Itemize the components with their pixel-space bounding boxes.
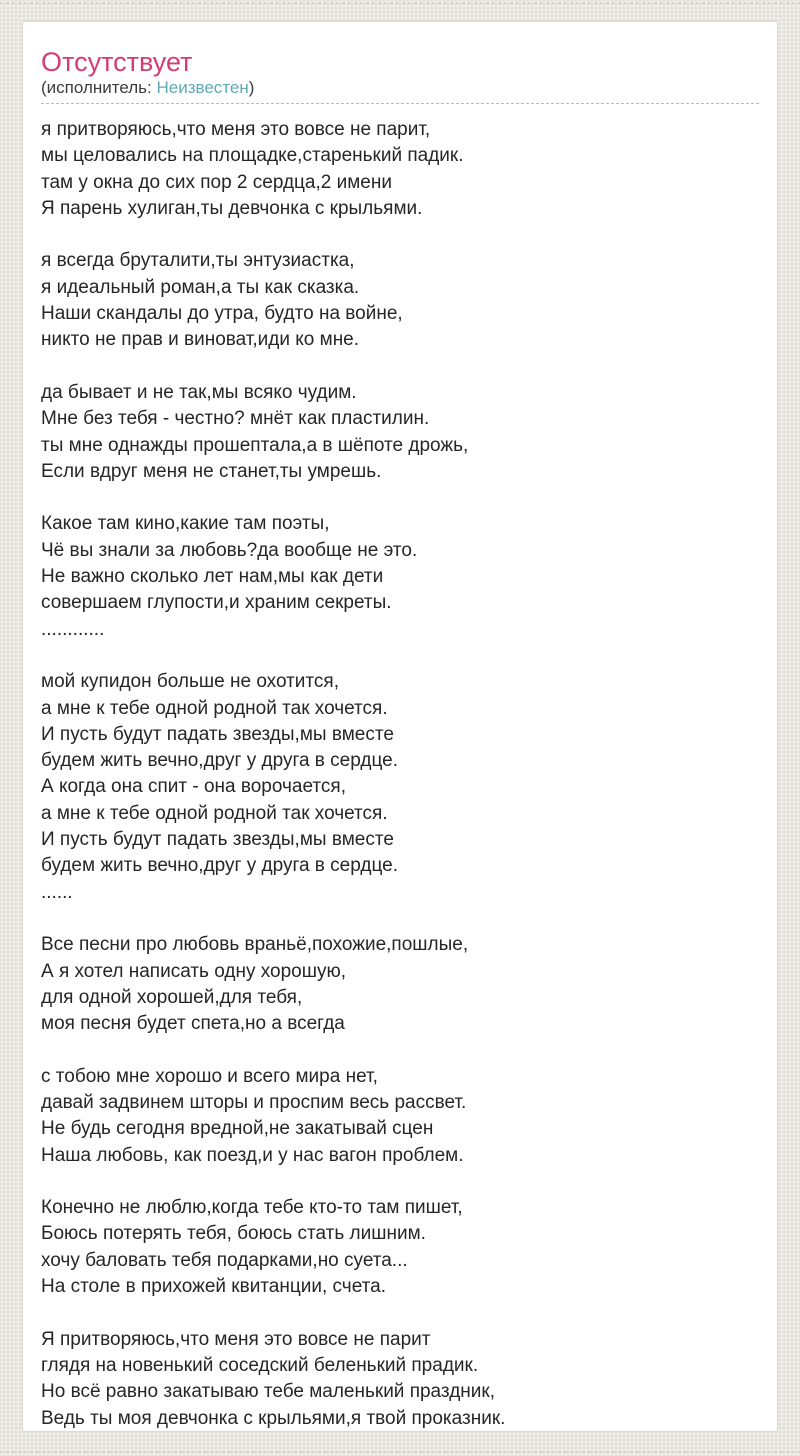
lyric-line: Наша любовь, как поезд,и у нас вагон проблем. <box>41 1144 464 1166</box>
lyric-line: Конечно не люблю,когда тебе кто-то там пишет, <box>41 1197 463 1219</box>
lyric-line: Все песни про любовь враньё,похожие,пошлые, <box>41 934 469 956</box>
lyric-line: с тобою мне хорошо и всего мира нет, <box>41 1065 378 1087</box>
lyric-line: ...... <box>41 881 73 903</box>
dotted-separator <box>41 103 759 104</box>
lyric-line: Не будь сегодня вредной,не закатывай сцен <box>41 1118 434 1140</box>
background-texture-bottom <box>0 1451 800 1453</box>
lyric-line: моя песня будет спета,но а всегда <box>41 1013 345 1035</box>
lyric-line: Но всё равно закатываю тебе маленький праздник, <box>41 1381 495 1403</box>
stanza <box>41 669 759 906</box>
lyric-line: да бывает и не так,мы всяко чудим. <box>41 381 357 403</box>
lyric-line: Какое там кино,какие там поэты, <box>41 513 330 535</box>
lyric-line: Я притворяюсь,что меня это вовсе не парит <box>41 1328 431 1350</box>
lyric-line: Не важно сколько лет нам,мы как дети <box>41 566 384 588</box>
stanza <box>41 117 759 222</box>
lyric-line: Ведь ты моя девчонка с крыльями,я твой проказник. <box>41 1407 506 1429</box>
lyric-line: А когда она спит - она ворочается, <box>41 776 346 798</box>
lyric-line: мы целовались на площадке,старенький падик. <box>41 145 464 167</box>
background-texture-top <box>0 2 800 4</box>
stanza <box>41 1064 759 1169</box>
stanza <box>41 932 759 1037</box>
stanza <box>41 511 759 642</box>
lyric-line: ты мне однажды прошептала,а в шёпоте дрожь, <box>41 434 469 456</box>
artist-link[interactable]: Неизвестен <box>156 78 249 97</box>
lyric-line: я притворяюсь,что меня это вовсе не парит, <box>41 119 431 140</box>
lyric-line: Чё вы знали за любовь?да вообще не это. <box>41 539 418 561</box>
song-title: Отсутствует <box>41 47 193 77</box>
lyric-line: И пусть будут падать звезды,мы вместе <box>41 723 394 745</box>
lyric-line: а мне к тебе одной родной так хочется. <box>41 802 388 824</box>
lyrics-text <box>41 117 759 1432</box>
lyric-line: будем жить вечно,друг у друга в сердце. <box>41 855 398 877</box>
stanza <box>41 1327 759 1432</box>
lyric-line: для одной хорошей,для тебя, <box>41 986 303 1008</box>
lyrics-card <box>22 21 778 1432</box>
lyric-line: Боюсь потерять тебя, боюсь стать лишним. <box>41 1223 426 1245</box>
lyric-line: Наши скандалы до утра, будто на войне, <box>41 303 403 325</box>
lyric-line: глядя на новенький соседский беленький прадик. <box>41 1354 479 1376</box>
lyric-line: будем жить вечно,друг у друга в сердце. <box>41 750 398 772</box>
lyric-line: Мне без тебя - честно? мнёт как пластилин. <box>41 408 430 430</box>
lyric-line: хочу баловать тебя подарками,но суета... <box>41 1249 408 1271</box>
lyric-line: Я парень хулиган,ты девчонка с крыльями. <box>41 197 423 219</box>
artist-label-suffix: ) <box>248 78 255 97</box>
lyric-line: там у окна до сих пор 2 сердца,2 имени <box>41 171 392 193</box>
lyric-line: А я хотел написать одну хорошую, <box>41 960 347 982</box>
stanza <box>41 380 759 485</box>
lyric-line: я всегда бруталити,ты энтузиастка, <box>41 250 355 272</box>
artist-row <box>41 78 759 98</box>
lyric-line: совершаем глупости,и храним секреты. <box>41 592 392 614</box>
lyric-line: а мне к тебе одной родной так хочется. <box>41 697 388 719</box>
stanza <box>41 248 759 353</box>
artist-label-prefix: (исполнитель: <box>41 78 157 97</box>
lyric-line: И пусть будут падать звезды,мы вместе <box>41 829 394 851</box>
lyric-line: Если вдруг меня не станет,ты умрешь. <box>41 460 382 482</box>
lyric-line: На столе в прихожей квитанции, счета. <box>41 1276 386 1298</box>
stanza <box>41 1195 759 1300</box>
lyric-line: ............ <box>41 618 105 640</box>
lyric-line: никто не прав и виноват,иди ко мне. <box>41 329 360 351</box>
lyric-line: давай задвинем шторы и проспим весь рассвет. <box>41 1091 467 1113</box>
lyric-line: мой купидон больше не охотится, <box>41 671 339 693</box>
lyric-line: я идеальный роман,а ты как сказка. <box>41 276 360 298</box>
